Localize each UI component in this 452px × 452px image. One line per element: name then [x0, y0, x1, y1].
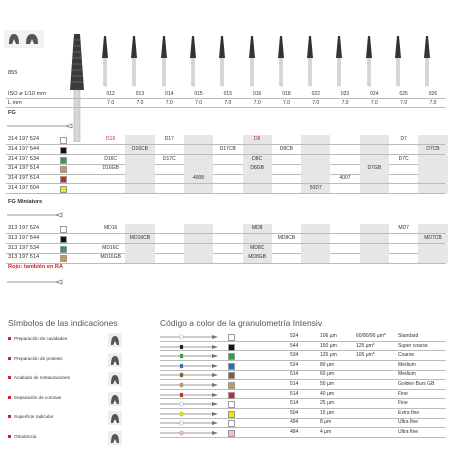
grit-color-swatch [228, 344, 235, 351]
shade-cell [184, 145, 213, 154]
iso-value: 024 [370, 91, 379, 97]
shade-cell [418, 184, 447, 193]
bur-ring-icon [160, 401, 220, 407]
shade-cell [125, 164, 154, 173]
tooth-indication-icon [4, 30, 44, 48]
fg-value: D17C [162, 155, 176, 162]
shade-cell [301, 135, 330, 144]
grit-color-swatch [60, 147, 67, 154]
length-value: 7.0 [400, 100, 408, 106]
grit-color-swatch [228, 363, 235, 370]
mini-value: MD8GB [248, 254, 267, 261]
grit-code: 524 [290, 333, 299, 339]
shade-cell [301, 224, 330, 233]
bur-image [216, 34, 228, 88]
fg-value: D7GB [367, 165, 382, 172]
grit-name: Fine [398, 400, 408, 407]
bur-image [333, 34, 345, 88]
tooth-cavity-icon [108, 333, 122, 347]
iso-value: 012 [106, 91, 115, 97]
fg-value: 50D7 [309, 185, 322, 191]
grit-size: 150 µm [320, 342, 337, 349]
grit-color-swatch [60, 176, 67, 183]
shade-cell [360, 135, 389, 144]
iso-value: 013 [135, 91, 145, 97]
symbol-label: Separación de coronas [14, 394, 62, 400]
red-bullet [8, 415, 11, 418]
symbol-label: Preparación de cavidades [14, 336, 68, 341]
mini-value: MD16GB [100, 254, 121, 261]
shade-cell [243, 174, 272, 183]
shade-cell [360, 234, 389, 243]
fg-value: D17CB [219, 145, 236, 152]
fg-value: D16 [106, 136, 116, 142]
fg-value: D7CB [426, 145, 440, 152]
shade-cell [360, 155, 389, 164]
grit-size: 40 µm [320, 390, 334, 397]
iso-value: 022 [311, 91, 320, 97]
mini-value: MD7 [398, 225, 409, 231]
grit-color-swatch [228, 392, 235, 399]
shade-cell [184, 253, 213, 262]
shade-cell [360, 253, 389, 262]
grit-code: 534 [290, 352, 299, 359]
fg-value: D8C [252, 155, 263, 162]
fg-value: 4007 [339, 175, 351, 182]
mini-value: MD16 [103, 225, 118, 231]
iso-value: 015 [223, 91, 232, 97]
grit-size: 25 µm [320, 400, 334, 407]
shade-cell [184, 184, 213, 193]
iso-value: 015 [194, 91, 203, 97]
bur-ring-icon [160, 392, 220, 398]
grit-code: 524 [290, 361, 299, 368]
iso-value: 018 [282, 91, 291, 97]
fg-heading: FG [8, 110, 16, 116]
rojo-note: Rojo: también en RA [8, 264, 64, 270]
grit-size: 4 µm [320, 429, 332, 435]
grit-row-rule [160, 437, 446, 438]
length-value: 7.0 [224, 100, 232, 106]
grit-title: Código a color de la granulometría Intensiv [160, 318, 323, 328]
grit-name: Standard [398, 333, 419, 339]
shade-cell [418, 244, 447, 253]
shade-cell [418, 174, 447, 183]
bur-ring-icon [160, 382, 220, 388]
shade-cell [301, 234, 330, 243]
grit-color-swatch [60, 166, 67, 173]
shade-cell [243, 145, 272, 154]
length-label: L mm [8, 100, 22, 106]
grit-code: 544 [290, 342, 299, 349]
shade-cell [243, 234, 272, 243]
mini-value: MD8 [251, 225, 263, 231]
restoration-finish-icon [108, 372, 122, 386]
grit-color-swatch [60, 246, 67, 253]
bur-image [363, 34, 375, 88]
iso-value: 025 [399, 91, 408, 97]
grit-size: 106 µm [320, 333, 337, 339]
mini-code: 313 197 544 [8, 234, 40, 241]
length-value: 7.0 [341, 100, 349, 106]
grit-name: Ultra fine [398, 429, 419, 435]
fg-code: 314 197 524 [8, 136, 40, 142]
bur-image [275, 34, 287, 88]
iso-value: 016 [252, 91, 262, 97]
shade-cell [184, 164, 213, 173]
grit-mesh: 125 µm* [356, 342, 375, 349]
shade-cell [125, 184, 154, 193]
mini-value: MD8C [250, 244, 265, 251]
symbol-label: Acabado de restauraciones [14, 375, 70, 380]
shade-cell [301, 164, 330, 173]
fg-miniature-heading: FG Miniature [8, 199, 43, 205]
shade-cell [125, 174, 154, 183]
grit-color-swatch [228, 353, 235, 360]
shade-cell [243, 184, 272, 193]
length-value: 7.0 [136, 100, 144, 106]
bur-image [246, 34, 258, 88]
grit-color-swatch [228, 420, 235, 427]
grit-color-swatch [228, 372, 235, 379]
fg-value: D8CB [279, 145, 294, 152]
iso-value: 026 [428, 91, 438, 97]
grit-code: 514 [290, 371, 299, 378]
shade-cell [125, 253, 154, 262]
grit-color-swatch [228, 430, 235, 437]
tooth-crown-icon [108, 353, 122, 367]
fg-mini-bur-sketch [6, 210, 66, 220]
grit-code: 494 [290, 419, 299, 426]
grit-color-swatch [228, 401, 235, 408]
shade-cell [418, 224, 447, 233]
red-bullet [8, 435, 11, 438]
grit-size: 60 µm [320, 371, 334, 378]
shade-cell [301, 174, 330, 183]
orthodontics-icon [108, 431, 122, 445]
symbols-title: Símbolos de las indicaciones [8, 318, 118, 328]
fg-value: D7C [398, 155, 409, 162]
length-value: 7.0 [253, 100, 261, 106]
symbol-label: Superficie radicular [14, 414, 54, 419]
shade-cell [184, 244, 213, 253]
iso-value: 023 [340, 91, 350, 97]
shade-cell [360, 244, 389, 253]
shade-cell [184, 135, 213, 144]
grit-color-swatch [228, 382, 235, 389]
fg-code: 314 197 504 [8, 185, 40, 191]
grit-size: 8 µm [320, 419, 332, 426]
mini-value: MD16C [102, 244, 120, 251]
shade-cell [125, 244, 154, 253]
row-rule [6, 193, 446, 194]
grit-size: 80 µm [320, 361, 334, 368]
grit-mesh: 106 µm* [356, 352, 375, 359]
row-rule [6, 263, 446, 264]
mini-code: 313 197 534 [8, 244, 40, 251]
fg-value: D8GB [250, 165, 264, 172]
length-value: 7.0 [312, 100, 320, 106]
grit-name: Coarse [398, 352, 415, 359]
shade-cell [184, 224, 213, 233]
shade-cell [360, 224, 389, 233]
fg-value: D8 [253, 136, 261, 142]
mini-code: 313 197 514 [8, 254, 40, 261]
grit-mesh: 60/80/90 µm* [356, 333, 386, 339]
grit-code: 514 [290, 390, 299, 397]
grit-code: 514 [290, 381, 299, 387]
grit-name: Golden Burs GB [398, 381, 435, 387]
length-value: 7.0 [165, 100, 173, 106]
bur-image [128, 34, 140, 88]
shade-cell [360, 145, 389, 154]
fg-value: D16GB [102, 165, 119, 172]
shade-cell [360, 174, 389, 183]
grit-name: Medium [398, 371, 416, 378]
grit-code: 514 [290, 400, 299, 407]
grit-color-swatch [228, 334, 235, 341]
crown-separation-icon [108, 392, 122, 406]
grit-color-swatch [60, 137, 67, 144]
grit-code: 484 [290, 429, 299, 435]
bur-ring-icon [160, 334, 220, 340]
root-surface-icon [108, 411, 122, 425]
bur-image [187, 34, 199, 88]
fg-code: 314 197 514 [8, 175, 40, 182]
shade-cell [125, 135, 154, 144]
shade-cell [301, 253, 330, 262]
fg-bur-sketch [6, 121, 76, 131]
bur-ring-icon [160, 411, 220, 417]
fg-value: 4008 [192, 175, 205, 182]
shade-cell [418, 135, 447, 144]
length-value: 7.0 [370, 100, 378, 106]
grit-name: Extra fine [398, 409, 420, 416]
length-value: 7.0 [107, 100, 115, 106]
bur-ring-icon [160, 353, 220, 359]
mini-code: 313 197 524 [8, 225, 40, 231]
grit-color-swatch [60, 157, 67, 164]
red-bullet [8, 357, 11, 360]
length-value: 7.0 [282, 100, 290, 106]
grit-color-swatch [60, 236, 67, 243]
mini-value: MD16CB [129, 234, 151, 241]
shade-cell [301, 145, 330, 154]
bur-ring-icon [160, 420, 220, 426]
bur-ring-icon [160, 363, 220, 369]
grit-code: 504 [290, 409, 299, 416]
shade-cell [184, 155, 213, 164]
bur-image [99, 34, 111, 88]
red-bullet [8, 396, 11, 399]
grit-color-swatch [60, 255, 67, 262]
shade-cell [418, 164, 447, 173]
shade-cell [184, 234, 213, 243]
grit-color-swatch [228, 411, 235, 418]
symbol-label: Preparación de protesis [14, 355, 63, 361]
iso-label: ISO ø 1/10 mm [8, 91, 46, 97]
grit-size: 125 µm [320, 352, 337, 359]
fg-value: D16C [104, 155, 118, 162]
fg-code: 314 197 514 [8, 165, 40, 172]
grit-color-swatch [60, 186, 67, 193]
bur-image [421, 34, 433, 88]
shade-cell [418, 253, 447, 262]
iso-value: 014 [165, 91, 174, 97]
shade-cell [360, 184, 389, 193]
fg-value: D16CB [131, 145, 148, 152]
catalog-number: 855 [8, 70, 18, 76]
length-value: 7.0 [429, 100, 437, 106]
grit-name: Medium [398, 361, 416, 368]
grit-size: 15 µm [320, 409, 334, 416]
bur-image [304, 34, 316, 88]
bur-ring-icon [160, 372, 220, 378]
fg-code: 314 197 544 [8, 145, 40, 152]
symbol-label: Ortodoncia [14, 433, 37, 439]
bur-image [158, 34, 170, 88]
red-bullet [8, 376, 11, 379]
shade-cell [125, 224, 154, 233]
bur-ring-icon [160, 430, 220, 436]
shade-cell [301, 155, 330, 164]
shade-cell [418, 155, 447, 164]
fg-value: D17 [164, 136, 174, 142]
fg-value: D7 [400, 136, 407, 142]
grit-size: 50 µm [320, 381, 334, 387]
mini-value: MD7CB [424, 234, 442, 241]
bur-image [392, 34, 404, 88]
red-bullet [8, 337, 11, 340]
grit-name: Ultra fine [398, 419, 419, 426]
bur-ring-icon [160, 344, 220, 350]
shade-cell [301, 244, 330, 253]
length-value: 7.0 [195, 100, 203, 106]
grit-name: Super coarse [398, 342, 428, 349]
grit-name: Fine [398, 390, 408, 397]
grit-color-swatch [60, 226, 67, 233]
mini-value: MD8CB [277, 234, 296, 241]
fg-code: 314 197 534 [8, 155, 40, 162]
shade-cell [125, 155, 154, 164]
ra-bur-sketch [6, 277, 66, 287]
